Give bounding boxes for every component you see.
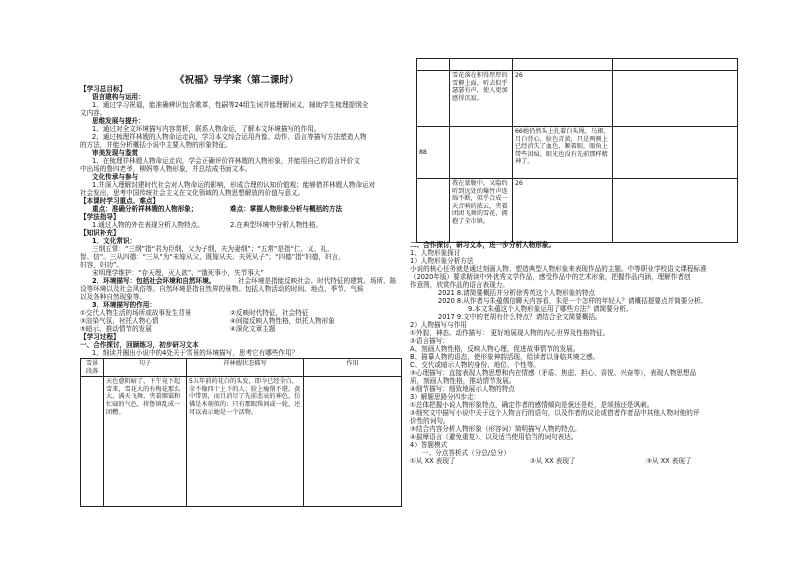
knowledge-2-line: 社会环境是指能反映社会、时代特征的建筑、场所、陈 — [238, 277, 397, 285]
table-header: 句子 — [104, 359, 187, 377]
exam-question: 9.本文朱蕴这个人物形象运用了哪些方法？请简要分析。 — [468, 305, 633, 313]
function-item: ②反映时代特征，社会特征 — [230, 309, 309, 317]
goals-heading: 【学习总目标】 — [80, 85, 127, 93]
table-cell-sentence: 我在蒙胧中，又隐约听到远处的爆竹声连绵不断，似乎合成一天音响的浓云，夹着团团飞舞的雪花，拥抱了全市镇。 — [450, 179, 513, 243]
table-cell-state: 26 — [513, 179, 613, 243]
table-header: 祥林嫂状态描写 — [187, 359, 304, 377]
goal-2-line: 2、通过梳理祥林嫂的人物命运走向，学习本文综合运用肖像、动作、语言等描写方法塑造人物 — [92, 133, 367, 141]
step-item: 价性的词句。 — [410, 417, 450, 425]
step-item: ②细究文中描写小说中关于这个人物言行的语句，以及作者的议论或借者作者品中其他人物对他的评 — [410, 409, 700, 417]
knowledge-neo-confucian: 宋明理学维护：“存天理，灭人欲”、“饿死事小，失节事大” — [92, 269, 264, 277]
goal-4-line: 1.并深入理解封建时代社会对人物命运的影响，形成合理的认知价值观；能够借祥林嫂人物命运对 — [92, 181, 376, 189]
function-item: ⑥深化文章主题 — [230, 325, 276, 333]
step-item: ④揣摩语言（避免重复）、以及适当使用恰当的词句表达。 — [410, 433, 578, 441]
process-heading: 【学习过程】 — [80, 333, 120, 341]
table-header: 作用 — [304, 359, 402, 377]
section-1a-heading: 1）人物形象分析方法 — [410, 257, 474, 265]
table-cell — [613, 127, 738, 179]
description-item: ①外貌、神态、动作描写： 更好地展现人物的内心世界及性格特征。 — [410, 329, 610, 337]
snow-scene-table-continued — [416, 58, 738, 243]
section-1-heading: 1、人物形象探讨 — [410, 249, 461, 257]
answer-format-item: ③从 XX 表现了 — [646, 457, 692, 465]
goal-1-heading: 语言建构与运用： — [92, 93, 145, 101]
answer-format-item: ①从 XX 表现了 — [410, 457, 456, 465]
function-item: ④间接反映人物性格，烘托人物形象 — [230, 317, 335, 325]
goal-4-line: 社会发出，思考中国传统社会主义在文化领域的人物思想解放的价值与意义。 — [80, 189, 305, 197]
table-cell — [417, 59, 450, 71]
table-cell-sentence — [450, 127, 513, 179]
table-cell-sentence: 天色愈阴暗了，下午竟下起雪来，雪花大的有梅花那么大，满天飞舞，夹着烟霭和忙碌的气色，将鲁镇乱成一团糟。 — [104, 377, 187, 507]
step-item: ①总体把握小说人物形象特点，确定作者的感情倾向是褒还是贬，是颂扬还是讽刺。 — [410, 401, 654, 409]
knowledge-2-line: 设等环境以及社会风俗等。自然环境是指自然界的景物。包括人物活动的时间、地点、季节、气候 — [80, 285, 364, 293]
knowledge-2-heading: 2．环境描写：包括社会环境和自然环境。 — [92, 277, 216, 285]
knowledge-3-heading: 3．环境描写的作用： — [92, 301, 156, 309]
table-cell-sentence: 雪花落在积得厚厚的雪褥上面，听去似乎瑟瑟有声，使人更加感得沉寂。 — [450, 71, 513, 127]
table-cell-state: 66她仍然头上扎着白头绳，乌裙，月白背心，脸色青黄，只是两颊上已经消失了血色，顺着眼，眼角上带些泪痕，眼光也没有先前那样精神了。 — [513, 127, 613, 179]
table-cell — [81, 377, 104, 507]
function-item: ①交代人物生活的场所或故事发生背景 — [80, 309, 192, 317]
table-cell-state: 26 — [513, 71, 613, 127]
method-2: 2.在典型环境中分析人物性格。 — [230, 221, 323, 229]
snow-scene-table — [80, 358, 402, 507]
row-number — [417, 71, 450, 127]
goal-4-heading: 文化传承与参与 — [92, 173, 139, 181]
table-cell — [304, 377, 402, 507]
goal-2-line: 1、通过对全文环境描写内容赏析，联系人物命运，了解本文环境描写的作用。 — [92, 125, 321, 133]
goal-1-line: 1、通过学习祝福，能准确辨识包含歌革，性嗣等24组生词并能理解词义，辅助学生梳理提纲全 — [92, 101, 369, 109]
section-3-heading: 3）解题思路分四步走： — [410, 393, 481, 401]
goal-1-line: 文内容。 — [80, 109, 107, 117]
description-item: B、描摹人物的语态，使形象神韵活现，给读者以身临其境之感。 — [410, 353, 600, 361]
table-cell — [513, 59, 613, 71]
paragraph-line: 作意图，欣赏作品的语言表现力。 — [410, 281, 509, 289]
row-number — [417, 179, 450, 243]
table-cell — [613, 179, 738, 243]
knowledge-1-line: 三纲五常：“三纲”指“君为臣纲，父为子纲，夫为妻纲”；“五常”是指“仁、义、礼、 — [92, 245, 334, 253]
knowledge-heading: 【知识补充】 — [80, 229, 120, 237]
section-2-heading: 2）人物描写与作用 — [410, 321, 467, 329]
question-1: 1、细读并圈出小说中的4处关于雪景的环境描写，思考它有哪些作用？ — [92, 349, 299, 357]
paragraph-line: 小说的核心任务就是通过刻画人物、塑造典型人物形象来表现作品的主题。中等职业学校语文课程标准 — [410, 265, 707, 273]
page-title: 《祝福》导学案（第二课时） — [175, 75, 299, 86]
knowledge-1-line: 智、信”。三从四德：“三从”为“未嫁从父、既嫁从夫、夫死从子”；“四德”指“妇德，妇言， — [80, 253, 345, 261]
exam-question: 2017 9.文中的老胡有什么特点？请结合全文简要概括。 — [438, 313, 602, 321]
goal-3-heading: 审美发现与鉴赏 — [92, 149, 139, 157]
table-cell — [613, 71, 738, 127]
focus-key-point: 重点：准确分析祥林嫂的人物形象； — [92, 205, 198, 213]
description-item: ③心理描写：直接表现人物思想和内在情感（矛盾、焦虑、担心、喜悦、兴奋等），表现人物思想品 — [410, 369, 697, 377]
description-item: ④细节描写：细致地展示人物的特点 — [410, 385, 515, 393]
table-cell-state: 5五年前的花白的头发，即今已经全白，全不像四十上下的人；脸上瘦削不堪，黄中带黑，而且消尽了先前悲哀的神色，仿佛是木刻似的；只有那眼珠间或一轮，还可以表示她是一个活物。 — [187, 377, 304, 507]
knowledge-1-heading: 1．文化常识： — [92, 237, 137, 245]
table-cell — [450, 59, 513, 71]
row-number: 88 — [417, 127, 450, 179]
description-item: 质，刻画人物性格，推动情节发展。 — [410, 377, 516, 385]
table-cell — [613, 59, 738, 71]
description-item: C、交代或暗示人物的身份、地位、个性等。 — [410, 361, 540, 369]
answer-format-item: ②从 XX 表现了 — [530, 457, 576, 465]
part-2-heading: 二、合作探讨，研习文本，进一步分析人物形象。 — [410, 241, 556, 249]
exam-question: 2020 8.从作者与朱蕴儒信聊天内容看，朱是一个怎样的年轻人？请概括提要点并简要分析。 — [438, 297, 708, 305]
function-item: ③渲染气氛，衬托人物心情 — [80, 317, 159, 325]
table-header: 雪景段落 — [81, 359, 104, 377]
description-item: ②语言描写： — [410, 337, 449, 345]
goal-2-heading: 思维发展与提升： — [92, 117, 145, 125]
focus-heading: 【本课时学习重点、难点】 — [80, 197, 160, 205]
function-item: ⑤暗示、推动情节的发展 — [80, 325, 152, 333]
knowledge-1-line: 妇容，妇功”。 — [80, 261, 123, 269]
section-4-heading: 4）答题模式 — [410, 441, 448, 449]
part-1-heading: 一、合作探讨，回顾练习，初步研习文本 — [80, 341, 199, 349]
step-item: ③结合内容分析人物形象（形容词）简明描写人物的特点。 — [410, 425, 581, 433]
paragraph-line: （2020年版）要求精读中外优秀文学作品，感受作品中的艺术形象，把握作品内涵，理解作者创 — [410, 273, 691, 281]
description-item: A、刻画人物性格，反映人物心理，促进故事情节的发展。 — [410, 345, 580, 353]
goal-3-line: 1、在梳理祥林嫂人物命运走向，学会正确评价祥林嫂的人物形象，并能用自己的语言评价文 — [92, 157, 360, 165]
focus-difficulty: 难点：掌握人物形象分析与概括的方法 — [230, 205, 343, 213]
knowledge-2-line: 以及各种自然现象等。 — [80, 293, 146, 301]
method-1: 1.通过人物的外在表现分析人物特点。 — [92, 221, 204, 229]
goal-2-line: 的方法，并能分析概括小说中主要人物的形象特征。 — [80, 141, 232, 149]
method-heading: 【学法指导】 — [80, 213, 120, 221]
goal-3-line: 中出场的鲁四老爷，柳妈等人物形象，并总结成书面文本。 — [80, 165, 252, 173]
exam-question: 2021 8.请简要概括并分析徐秀英这个人物形象的特点 — [438, 289, 596, 297]
answer-format-heading: 一、分点答析式（分总/总分） — [422, 449, 510, 457]
